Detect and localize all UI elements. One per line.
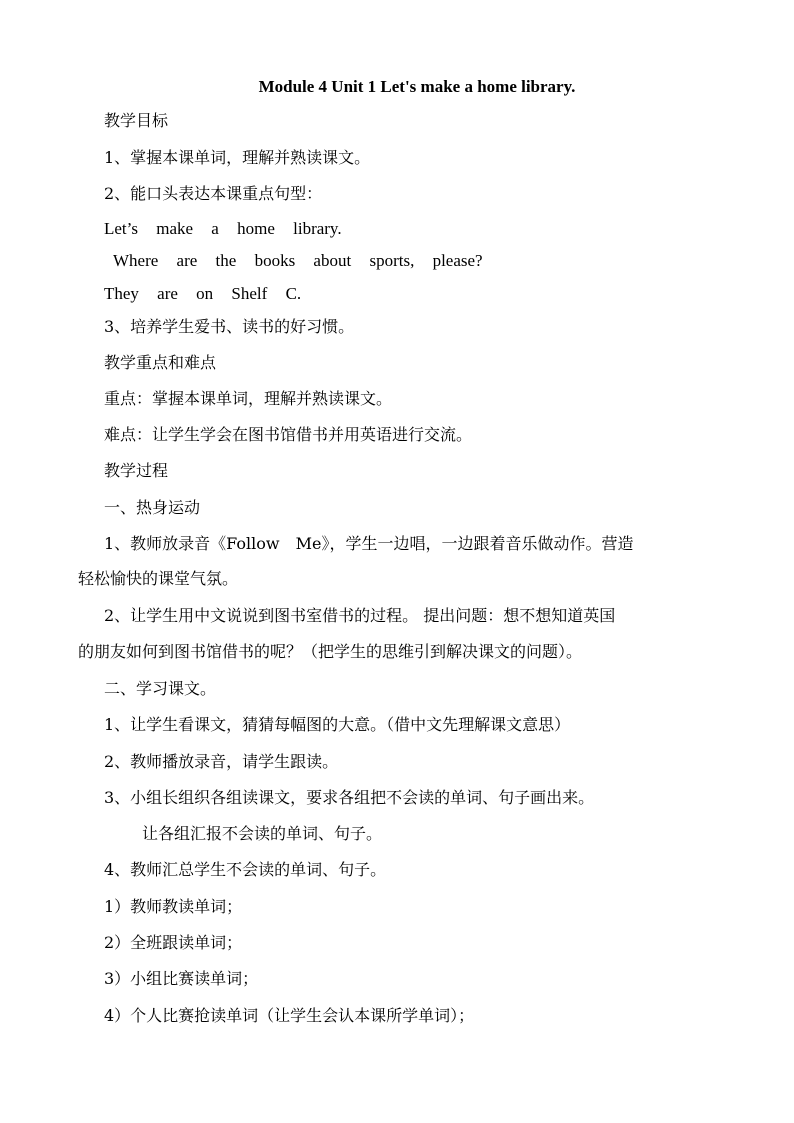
key-point: 重点：掌握本课单词，理解并熟读课文。 xyxy=(104,389,393,408)
learn-step-4: 4、教师汇总学生不会读的单词、句子。 xyxy=(104,860,387,879)
objective-2: 2、能口头表达本课重点句型： xyxy=(104,184,323,203)
heading-teaching-objectives: 教学目标 xyxy=(104,111,169,130)
learn-step-3-sub: 让各组汇报不会读的单词、句子。 xyxy=(142,824,383,843)
objective-3: 3、培养学生爱书、读书的好习惯。 xyxy=(104,317,355,336)
learn-step-4-1: 1）教师教读单词； xyxy=(104,897,243,916)
warm-up-step-1: 1、教师放录音《Follow Me》，学生一边唱，一边跟着音乐做动作。营造 xyxy=(104,534,634,553)
learn-step-4-3: 3）小组比赛读单词； xyxy=(104,969,259,988)
learn-step-1: 1、让学生看课文，猜猜每幅图的大意。（借中文先理解课文意思） xyxy=(104,715,571,734)
learn-step-4-4: 4）个人比赛抢读单词（让学生会认本课所学单词）； xyxy=(104,1006,475,1025)
key-sentence-1: Let’s make a home library. xyxy=(104,219,342,238)
objective-1: 1、掌握本课单词，理解并熟读课文。 xyxy=(104,148,371,167)
key-sentence-2: Where are the books about sports, please? xyxy=(113,251,483,270)
difficult-point: 难点：让学生学会在图书馆借书并用英语进行交流。 xyxy=(104,425,473,444)
heading-teaching-process: 教学过程 xyxy=(104,461,169,480)
document-title: Module 4 Unit 1 Let's make a home library. xyxy=(258,77,576,96)
section-warm-up: 一、热身运动 xyxy=(104,498,201,517)
learn-step-2: 2、教师播放录音，请学生跟读。 xyxy=(104,752,339,771)
key-sentence-3: They are on Shelf C. xyxy=(104,284,302,303)
section-learn-text: 二、学习课文。 xyxy=(104,679,217,698)
learn-step-3: 3、小组长组织各组读课文，要求各组把不会读的单词、句子画出来。 xyxy=(104,788,595,807)
learn-step-4-2: 2）全班跟读单词； xyxy=(104,933,243,952)
warm-up-step-2: 2、让学生用中文说说到图书室借书的过程。 提出问题：想不想知道英国 xyxy=(104,606,616,625)
warm-up-step-2-cont: 的朋友如何到图书馆借书的呢？（把学生的思维引到解决课文的问题）。 xyxy=(78,642,583,661)
heading-key-points: 教学重点和难点 xyxy=(104,353,217,372)
warm-up-step-1-cont: 轻松愉快的课堂气氛。 xyxy=(78,569,239,588)
